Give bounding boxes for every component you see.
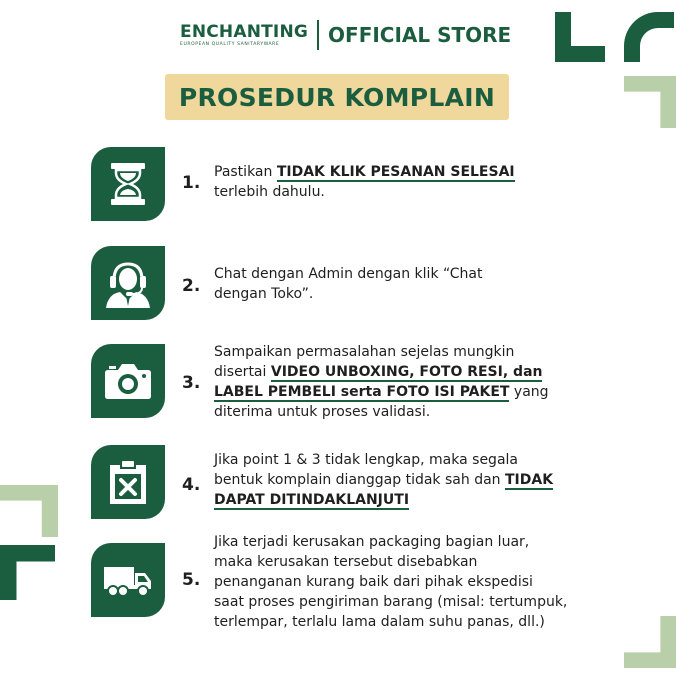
step-4-icon-box [91,445,165,519]
step-text: yang [509,384,549,400]
step-4-text [214,450,614,510]
step-text: penanganan kurang baik dari pihak ekspedisi [214,574,533,590]
corner-decoration [0,485,58,537]
step-5-icon-box [91,543,165,617]
corner-decoration [555,46,605,62]
step-text: maka kerusakan tersebut disebabkan [214,554,478,570]
step-3-icon-box [91,344,165,418]
corner-decoration [624,76,676,128]
official-store-label: OFFICIAL STORE [328,23,512,47]
step-highlight: DAPAT DITINDAKLANJUTI [214,492,410,508]
step-text: Sampaikan permasalahan sejelas mungkin [214,344,515,360]
hourglass-icon [108,162,148,206]
step-text: bentuk komplain dianggap tidak sah dan [214,472,505,488]
step-5-number: 5. [182,570,201,590]
step-1-icon-box [91,147,165,221]
step-highlight: TIDAK [504,472,554,488]
page-title: PROSEDUR KOMPLAIN [178,82,496,112]
clipboard-x-icon [107,459,149,505]
step-text: Pastikan [214,164,277,180]
step-highlight: LABEL PEMBELI serta FOTO ISI PAKET [214,384,510,400]
corner-decoration [640,28,676,68]
step-text: dengan Toko”. [214,286,314,302]
step-3-text [214,342,614,422]
customer-service-icon [102,258,154,308]
brand-name: ENCHANTING [180,22,309,42]
corner-decoration [624,616,676,668]
brand-tagline: EUROPEAN QUALITY SANITARYWARE [180,42,280,47]
step-text: Jika point 1 & 3 tidak lengkap, maka segala [214,452,518,468]
title-banner [165,74,509,120]
step-text: Chat dengan Admin dengan klik “Chat [214,266,483,282]
step-text: saat proses pengiriman barang (misal: tertumpuk, [214,594,568,610]
step-highlight: VIDEO UNBOXING, FOTO RESI, dan [270,364,543,380]
header-divider [317,20,319,50]
delivery-truck-icon [103,563,153,597]
camera-icon [104,362,152,400]
step-text: disertai [214,364,271,380]
step-1-text [214,162,614,202]
step-text: diterima untuk proses validasi. [214,404,431,420]
brand-logo [180,23,308,47]
step-text: terlempar, terlalu lama dalam suhu panas, dll.) [214,614,545,630]
step-4-number: 4. [182,475,201,495]
step-text: Jika terjadi kerusakan packaging bagian luar, [214,534,530,550]
step-highlight: TIDAK KLIK PESANAN SELESAI [276,164,515,180]
step-text: terlebih dahulu. [214,184,325,200]
step-2-icon-box [91,246,165,320]
step-2-text [214,264,614,304]
corner-decoration [0,545,55,600]
step-1-number: 1. [182,173,201,193]
step-3-number: 3. [182,373,201,393]
step-2-number: 2. [182,276,201,296]
step-5-text [214,532,614,632]
store-header [180,16,511,54]
